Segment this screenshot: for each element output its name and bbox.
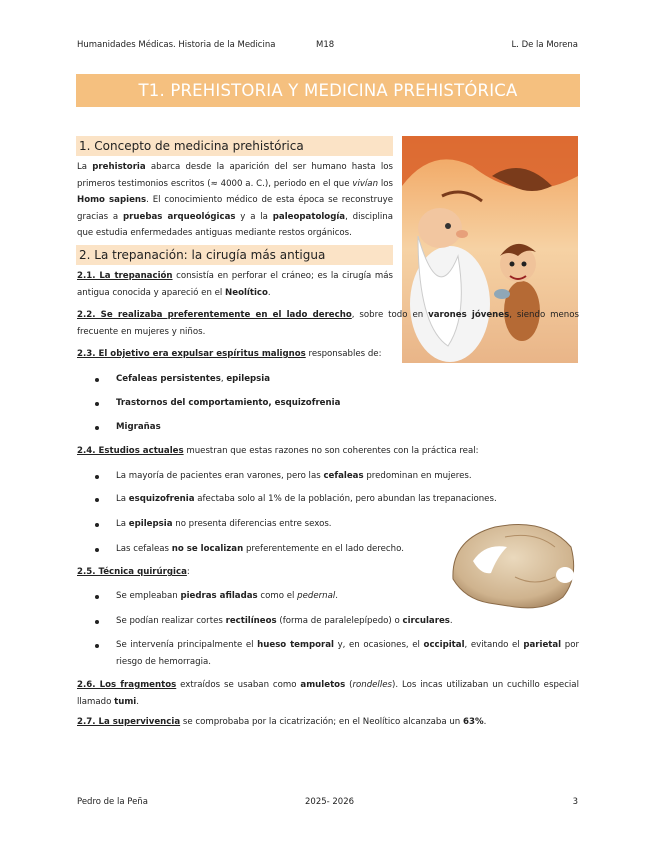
- text: y, en ocasiones, el: [334, 640, 424, 650]
- subsection-number: 2.4. Estudios actuales: [77, 446, 184, 456]
- text: :: [186, 567, 190, 577]
- bullet-icon: [95, 595, 99, 599]
- text: Trastornos del comportamiento, esquizofrenia: [116, 398, 341, 408]
- term-pruebas: pruebas arqueológicas: [123, 211, 236, 222]
- text: consistía en perforar el cráneo; es la cirugía más antigua conocida y apareció en el: [77, 271, 393, 298]
- text: afectaba solo al 1% de la población, pero abundan las trepanaciones.: [194, 494, 497, 504]
- text: .: [449, 616, 453, 626]
- list-item: [116, 491, 579, 508]
- list-item: [116, 468, 579, 485]
- subsection-number: 2.6. Los fragmentos: [77, 680, 177, 690]
- text: . El conocimiento médico de esta época se reconstruye gracias a: [77, 195, 393, 222]
- text: pedernal: [297, 591, 336, 601]
- text: hueso temporal: [257, 640, 334, 650]
- text: occipital: [423, 640, 465, 650]
- list-item: [116, 516, 446, 533]
- text: ,: [220, 374, 227, 384]
- text: no se localizan: [171, 544, 244, 554]
- text: Se intervenía principalmente el: [116, 640, 258, 650]
- term-prehistoria: prehistoria: [92, 162, 146, 172]
- text: Se podían realizar cortes: [116, 616, 226, 626]
- text: y a la: [235, 211, 273, 222]
- text: los: [378, 178, 393, 189]
- text: rectilíneos: [225, 616, 277, 626]
- text: como el: [257, 591, 298, 601]
- page-header: [77, 40, 578, 54]
- term-neolitico: Neolítico: [225, 287, 268, 298]
- text: extraídos se usaban como: [176, 680, 301, 690]
- list-item: [116, 395, 579, 412]
- text: rondelles: [352, 680, 392, 690]
- text: ). Los incas utilizaban un cuchillo especial llamado: [77, 680, 579, 707]
- term-varones: varones jóvenes: [428, 310, 510, 320]
- text: La: [116, 494, 129, 504]
- text: epilepsia: [226, 374, 271, 384]
- text: La: [77, 162, 93, 172]
- list-item: [116, 419, 579, 436]
- header-author: L. De la Morena: [511, 40, 578, 50]
- list-item: [116, 613, 579, 630]
- text: abarca desde la aparición del ser humano hasta los primeros testimonios escritos (≈ 4000 a. C.), periodo en el que: [77, 162, 393, 189]
- text: parietal: [523, 640, 562, 650]
- bullet-icon: [95, 402, 99, 406]
- text: esquizofrenia: [128, 494, 195, 504]
- page-title: T1. PREHISTORIA Y MEDICINA PREHISTÓRICA: [76, 74, 580, 107]
- text: (: [345, 680, 353, 690]
- section-1-heading: 1. Concepto de medicina prehistórica: [76, 136, 393, 156]
- text: circulares: [402, 616, 450, 626]
- text: 63%: [462, 717, 484, 727]
- text: preferentemente en el lado derecho.: [243, 544, 404, 554]
- bullet-icon: [95, 644, 99, 648]
- header-course: Humanidades Médicas. Historia de la Medicina: [77, 40, 276, 50]
- text: no presenta diferencias entre sexos.: [172, 519, 332, 529]
- text: (forma de paralelepípedo) o: [276, 616, 403, 626]
- page-number: 3: [572, 797, 578, 807]
- subsection-number: 2.7. La supervivencia: [77, 717, 181, 727]
- text: epilepsia: [128, 519, 173, 529]
- bullet-icon: [95, 548, 99, 552]
- text: Migrañas: [116, 422, 161, 432]
- subsection-number: 2.2. Se realizaba preferentemente en el lado derecho: [77, 310, 352, 320]
- text: predominan en mujeres.: [363, 471, 472, 481]
- text: responsables de:: [305, 349, 382, 359]
- list-item: [116, 637, 579, 670]
- text: , evitando el: [464, 640, 524, 650]
- text: .: [335, 591, 338, 601]
- text: se comprobaba por la cicatrización; en el Neolítico alcanzaba un: [180, 717, 463, 727]
- text: Cefaleas persistentes: [116, 374, 221, 384]
- paragraph-2-2: [77, 307, 579, 340]
- list-item: [116, 371, 579, 388]
- paragraph-2-4: [77, 443, 579, 460]
- section-1-paragraph: [77, 159, 393, 242]
- term-paleopatologia: paleopatología: [272, 211, 346, 222]
- bullet-icon: [95, 523, 99, 527]
- paragraph-2-3: [77, 346, 579, 363]
- text: , disciplina que estudia enfermedades antiguas mediante restos orgánicos.: [77, 211, 394, 238]
- text: cefaleas: [323, 471, 364, 481]
- list-item: [116, 541, 446, 558]
- text: amuletos: [300, 680, 346, 690]
- bullet-icon: [95, 426, 99, 430]
- paragraph-2-5: [77, 564, 579, 581]
- footer-author: Pedro de la Peña: [77, 797, 148, 807]
- term-homo-sapiens: Homo sapiens: [77, 195, 147, 205]
- text: , sobre todo en: [351, 310, 429, 320]
- paragraph-2-1: [77, 268, 393, 301]
- text: tumi: [114, 696, 137, 707]
- bullet-icon: [95, 498, 99, 502]
- subsection-number: 2.5. Técnica quirúrgica: [77, 567, 187, 577]
- text: La: [116, 519, 129, 529]
- text: , siendo menos frecuente en mujeres y niños.: [77, 310, 579, 337]
- text: .: [136, 696, 139, 707]
- text: por riesgo de hemorragia.: [116, 640, 579, 667]
- page-footer: [77, 797, 578, 811]
- paragraph-2-7: [77, 714, 579, 731]
- text: Las cefaleas: [116, 544, 172, 554]
- text: .: [267, 287, 271, 298]
- text: vivían: [352, 178, 379, 189]
- text: .: [483, 717, 487, 727]
- bullet-icon: [95, 378, 99, 382]
- text: muestran que estas razones no son coherentes con la práctica real:: [183, 446, 479, 456]
- text: Se empleaban: [116, 591, 181, 601]
- bullet-icon: [95, 620, 99, 624]
- bullet-icon: [95, 475, 99, 479]
- subsection-number: 2.3. El objetivo era expulsar espíritus malignos: [77, 349, 306, 359]
- text: La mayoría de pacientes eran varones, pero las: [116, 471, 324, 481]
- footer-year: 2025- 2026: [305, 797, 355, 807]
- header-module: M18: [316, 40, 335, 50]
- text: piedras afiladas: [180, 591, 258, 601]
- subsection-number: 2.1. La trepanación: [77, 271, 173, 281]
- paragraph-2-6: [77, 677, 579, 710]
- list-item: [116, 588, 446, 605]
- section-2-heading: 2. La trepanación: la cirugía más antigua: [76, 245, 393, 265]
